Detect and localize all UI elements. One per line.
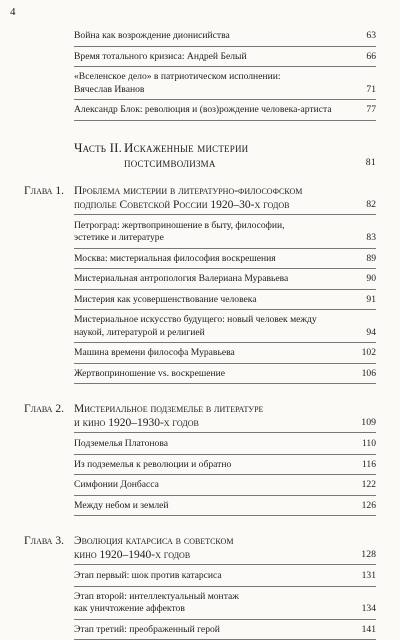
toc-rule (74, 46, 376, 47)
chapter-title-row (74, 548, 376, 562)
chapter-label: Глава 2. (24, 403, 64, 415)
toc-rule (74, 342, 376, 343)
toc-entry-page: 63 (366, 30, 376, 41)
toc-entry-last-line (74, 104, 376, 117)
toc-rule (74, 363, 376, 364)
toc-entry-last-line (74, 624, 376, 637)
toc-entry-last-line (74, 273, 376, 286)
toc-entry-page: 83 (366, 232, 376, 243)
toc-rule (74, 248, 376, 249)
part-title-line: постсимволизма (124, 154, 216, 170)
chapter-title-line: Мистериальное подземелье в литературе (74, 403, 264, 415)
toc-rule (74, 474, 376, 475)
toc-entry (74, 71, 376, 96)
toc-entry-line: Симфонии Донбасса (74, 479, 159, 490)
toc-rule (74, 214, 376, 215)
chapter-label: Глава 3. (24, 535, 64, 547)
toc-entry-page: 94 (366, 326, 376, 338)
toc-entry-line: Время тотального кризиса: Андрей Белый (74, 50, 247, 62)
toc-rule (74, 268, 376, 269)
toc-entry (74, 459, 376, 472)
chapter-title (74, 402, 376, 430)
chapter-title-row (74, 402, 376, 416)
toc-entry-line: Вячеслав Иванов (74, 83, 145, 95)
toc-entry (74, 500, 376, 513)
toc-rule (74, 383, 376, 384)
toc-entry-page: 110 (361, 438, 376, 449)
toc-entry-last-line (74, 570, 376, 583)
toc-entry-last-line (74, 500, 376, 513)
toc-rule (74, 515, 376, 516)
part-title-row (124, 140, 376, 155)
toc-entry-line: Александр Блок: революция и (воз)рождение человека-артиста (74, 104, 332, 115)
toc-entry-line: эстетике и литературе (74, 232, 164, 243)
toc-rule (74, 309, 376, 310)
toc-rule (74, 564, 376, 565)
chapter-page: 128 (361, 549, 376, 560)
part-title-line: Искаженные мистерии (124, 139, 249, 155)
toc-entry (74, 438, 376, 451)
toc-entry-page: 102 (361, 347, 376, 358)
toc-entry-line: Этап первый: шок против катарсиса (74, 570, 222, 581)
toc-rule (74, 120, 376, 121)
toc-entry (74, 314, 376, 339)
toc-rule (74, 289, 376, 290)
toc-entry-last-line (74, 368, 376, 381)
toc-entry-last-line (74, 347, 376, 360)
toc-entry-line: Мистерия как усовершенствование человека (74, 293, 257, 305)
toc-entry (74, 294, 376, 307)
chapter-title-line: кино 1920–1940-х годов (74, 549, 191, 561)
toc-entry-line: Жертвоприношение vs. воскрешение (74, 367, 226, 379)
toc-rule (74, 432, 376, 433)
toc-entry-page: 131 (361, 570, 376, 581)
toc-entry-last-line (74, 253, 376, 266)
toc-entry-line: «Вселенское дело» в патриотическом исполнении: (74, 71, 281, 82)
toc-rule (74, 495, 376, 496)
chapter-title-line: подполье Советской России 1920–30-х годов (74, 198, 290, 211)
toc-entry (74, 347, 376, 360)
toc-entry-line: наукой, литературой и религией (74, 326, 205, 338)
toc-entry (74, 368, 376, 381)
chapter-page: 82 (366, 198, 376, 210)
chapter-title-line: Проблема мистерии в литературно-философском (74, 184, 303, 197)
toc-entry-page: 126 (361, 499, 376, 511)
chapter-title-row (74, 198, 376, 212)
toc-entry-line: Подземелья Платонова (74, 438, 168, 449)
toc-entry-last-line (74, 84, 376, 97)
toc-entry-page: 106 (361, 367, 376, 379)
toc-rule (74, 454, 376, 455)
toc-entry-page: 89 (366, 252, 376, 264)
toc-entry (74, 220, 376, 245)
toc-entry (74, 624, 376, 637)
toc-entry-line: Петроград: жертвоприношение в быту, философии, (74, 219, 285, 231)
toc-entry (74, 253, 376, 266)
toc-entry-page: 134 (361, 603, 376, 614)
toc-entry-last-line (74, 51, 376, 64)
toc-rule (74, 99, 376, 100)
toc-entry (74, 479, 376, 492)
toc-entry-page: 77 (366, 104, 376, 115)
toc-entry-page: 122 (361, 479, 376, 490)
toc-entry-page: 71 (366, 83, 376, 95)
toc-entry-page: 66 (366, 50, 376, 62)
toc-entry-line: Этап третий: преображенный герой (74, 623, 220, 635)
toc-rule (74, 586, 376, 587)
toc-entry (74, 51, 376, 64)
toc-rule (74, 619, 376, 620)
toc-entry (74, 273, 376, 286)
part-heading (74, 139, 376, 170)
toc-rule (74, 66, 376, 67)
chapter-page: 109 (361, 417, 376, 428)
toc-entry-line: Между небом и землей (74, 499, 169, 511)
chapter-title-line: Эволюция катарсиса в советском (74, 535, 234, 547)
toc-entry-line: Из подземелья к революции и обратно (74, 458, 232, 470)
part-title-row (124, 155, 376, 170)
chapter-title-line: и кино 1920–1930-х годов (74, 417, 199, 429)
toc-entry-last-line (74, 438, 376, 451)
toc-entry (74, 30, 376, 43)
toc-entry-line: Война как возрождение дионисийства (74, 30, 230, 41)
page-number: 4 (10, 6, 16, 18)
toc-entry-line: Машина времени философа Муравьева (74, 347, 235, 358)
toc-entry-page: 91 (366, 293, 376, 305)
chapter-title (74, 184, 376, 212)
toc-entry-line: как уничтожение аффектов (74, 603, 185, 614)
toc-entry (74, 104, 376, 117)
chapter-label: Глава 1. (24, 184, 64, 197)
toc-entry-last-line (74, 327, 376, 340)
toc-entry-line: Мистериальное искусство будущего: новый человек между (74, 314, 317, 325)
toc-entry-last-line (74, 294, 376, 307)
toc-entry-last-line (74, 603, 376, 616)
toc-entry-page: 90 (366, 273, 376, 284)
toc-entry-page: 141 (361, 623, 376, 635)
toc-entry (74, 591, 376, 616)
toc-entry-line: Москва: мистериальная философия воскрешения (74, 252, 276, 264)
toc-entry (74, 570, 376, 583)
toc-entry-page: 116 (361, 458, 376, 470)
toc-entry-last-line (74, 479, 376, 492)
toc-entry-line: Этап второй: интеллектуальный монтаж (74, 590, 239, 602)
part-page: 81 (365, 156, 376, 168)
toc-entry-line: Мистериальная антропология Валериана Муравьева (74, 273, 289, 284)
chapter-title-row (74, 416, 376, 430)
chapter-title (74, 534, 376, 562)
toc-entry-last-line (74, 232, 376, 245)
toc-entry-last-line (74, 459, 376, 472)
part-label: Часть II. (74, 139, 123, 155)
chapter-title-row (74, 534, 376, 548)
toc-entry-last-line (74, 30, 376, 43)
chapter-title-row (74, 184, 376, 198)
